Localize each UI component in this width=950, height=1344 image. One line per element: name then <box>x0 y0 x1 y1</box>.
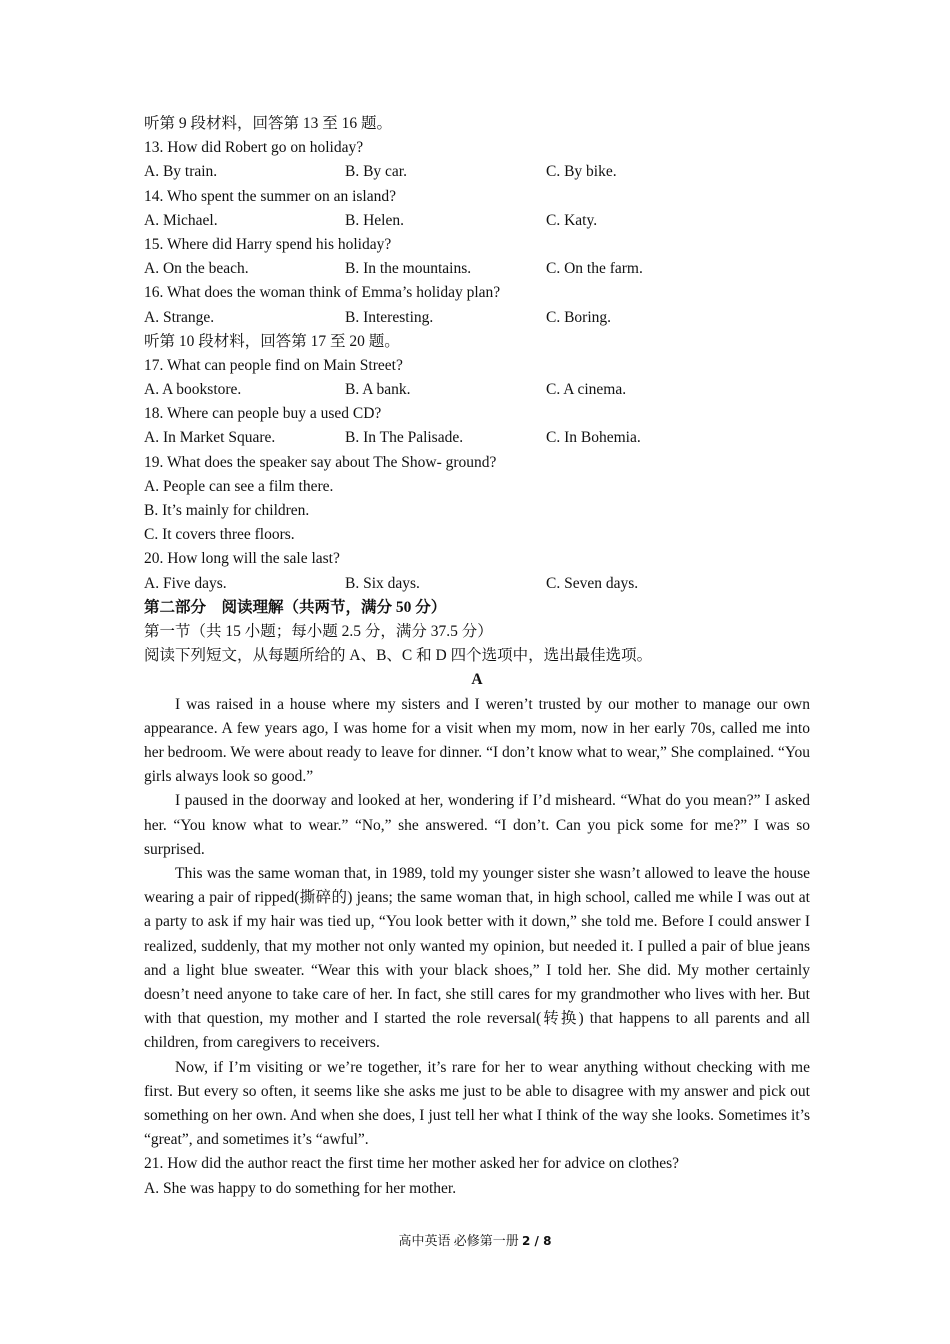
options-18 <box>144 426 810 450</box>
option-c: C. In Bohemia. <box>546 429 641 447</box>
question-17: 17. What can people find on Main Street? <box>144 356 403 374</box>
options-20 <box>144 572 810 596</box>
options-14 <box>144 209 810 233</box>
footer-title: 高中英语 必修第一册 <box>398 1233 519 1248</box>
option-b: B. In the mountains. <box>345 260 472 278</box>
reading-instruction: 阅读下列短文，从每题所给的 A、B、C 和 D 四个选项中，选出最佳选项。 <box>144 647 653 665</box>
page-number: 2 / 8 <box>522 1234 552 1248</box>
option-a: A. A bookstore. <box>144 381 242 399</box>
option-b: B. It’s mainly for children. <box>144 502 310 519</box>
question-16: 16. What does the woman think of Emma’s holiday plan? <box>144 284 501 302</box>
passage-paragraph-2: I paused in the doorway and looked at her, wondering if I’d misheard. “What do you mean?” I asked her. “You know what to wear.” “No,” she answered. “I don’t. Can you pick some for me?” I was so surprised. <box>144 792 810 858</box>
question-14: 14. Who spent the summer on an island? <box>144 187 396 205</box>
option-a: A. Strange. <box>144 308 215 326</box>
option-a: A. People can see a film there. <box>144 477 334 495</box>
option-c: C. It covers three floors. <box>144 526 295 544</box>
question-15: 15. Where did Harry spend his holiday? <box>144 235 392 253</box>
option-a: A. In Market Square. <box>144 429 276 447</box>
part-title: 第二部分 阅读理解（共两节，满分 50 分） <box>144 598 447 616</box>
options-13 <box>144 160 810 184</box>
option-c: C. Katy. <box>546 211 598 229</box>
option-b: B. Interesting. <box>345 308 434 326</box>
option-c: C. Boring. <box>546 308 612 326</box>
section9-intro: 听第 9 段材料，回答第 13 至 16 题。 <box>144 115 393 132</box>
option-b: B. Helen. <box>345 211 404 229</box>
option-c: C. On the farm. <box>546 260 643 278</box>
option-c: C. By bike. <box>546 163 617 181</box>
option-b: B. A bank. <box>345 381 411 399</box>
question-18: 18. Where can people buy a used CD? <box>144 405 382 423</box>
question-20: 20. How long will the sale last? <box>144 550 340 568</box>
option-c: C. Seven days. <box>546 574 639 592</box>
option-b: B. Six days. <box>345 574 420 592</box>
options-16 <box>144 306 810 330</box>
passage-paragraph-1: I was raised in a house where my sisters and I weren’t trusted by our mother to manage our own appearance. A few years ago, I was home for a visit when my mom, now in her early 70s, called me into her bedroom. We were about ready to leave for dinner. “I don’t know what to wear,” She complained. “You girls always look so good.” <box>144 695 810 786</box>
options-17 <box>144 378 810 402</box>
option-a: A. Five days. <box>144 574 227 592</box>
exam-page <box>144 112 810 1201</box>
section10-intro: 听第 10 段材料，回答第 17 至 20 题。 <box>144 332 400 350</box>
question-21: 21. How did the author react the first time her mother asked her for advice on clothes? <box>144 1155 679 1173</box>
option-b: B. In The Palisade. <box>345 429 464 447</box>
option-a: A. She was happy to do something for her mother. <box>144 1179 457 1197</box>
passage-label: A <box>471 671 483 689</box>
page-footer <box>0 1230 950 1249</box>
option-a: A. On the beach. <box>144 260 249 278</box>
option-a: A. Michael. <box>144 211 218 229</box>
question-19: 19. What does the speaker say about The Show- ground? <box>144 453 497 471</box>
question-13: 13. How did Robert go on holiday? <box>144 139 364 157</box>
section-heading: 第一节（共 15 小题；每小题 2.5 分，满分 37.5 分） <box>144 622 493 640</box>
options-15 <box>144 257 810 281</box>
option-c: C. A cinema. <box>546 381 627 399</box>
passage-paragraph-4: Now, if I’m visiting or we’re together, it’s rare for her to wear anything without checking with me first. But every so often, it seems like she asks me just to be able to disagree with my answer and pick out something on her own. And when she does, I just tell her what I think of the way she looks. Sometimes it’s “great”, and sometimes it’s “awful”. <box>144 1058 810 1149</box>
passage-paragraph-3: This was the same woman that, in 1989, told my younger sister she wasn’t allowed to leave the house wearing a pair of ripped(撕碎的) jeans; the same woman that, in high school, called me while I was out at a party to ask if my hair was tied up, “You look better with it down,” she told me. Before I could answer I realized, suddenly, that my mother not only wanted my opinion, but needed it. I pulled a pair of blue jeans and a light blue sweater. “Wear this with your black shoes,” I told her. She did. My mother certainly doesn’t need anyone to take care of her. In fact, she still cares for my grandmother who lives with her. But with that question, my mother and I started the role reversal(转换) that happens to all parents and all children, from caregivers to receivers. <box>144 864 810 1052</box>
option-a: A. By train. <box>144 163 218 181</box>
option-b: B. By car. <box>345 163 407 181</box>
